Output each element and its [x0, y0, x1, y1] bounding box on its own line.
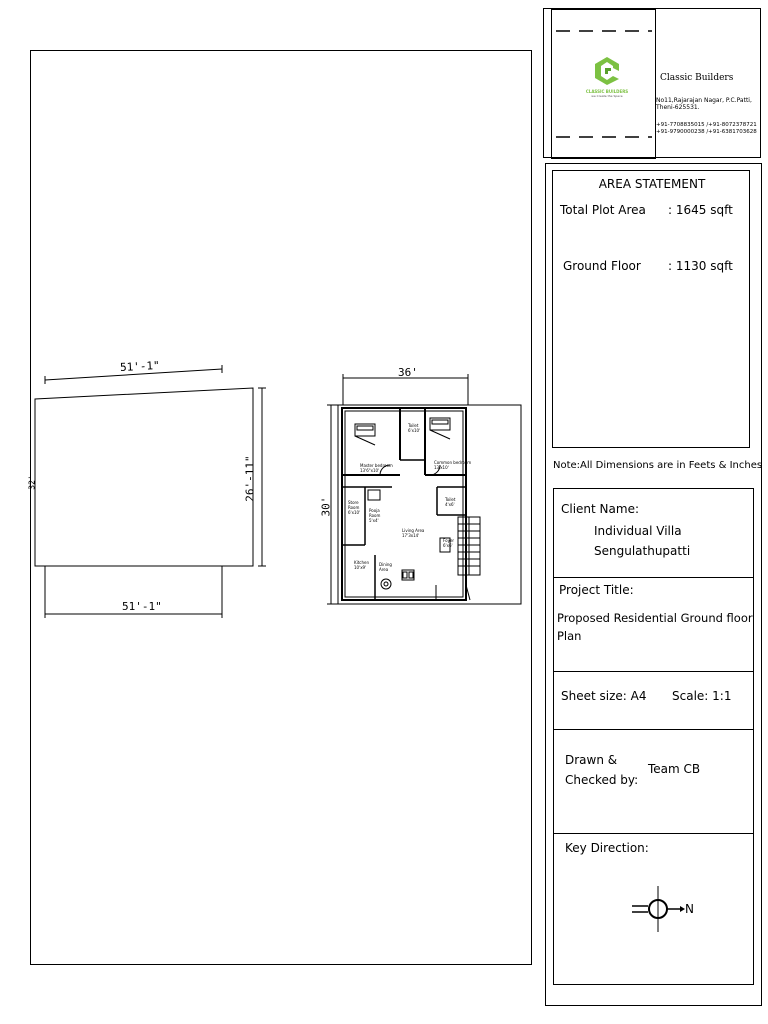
project-section: [554, 577, 753, 672]
north-arrow-icon: [554, 833, 753, 984]
logo: [582, 57, 632, 98]
logo-icon: [595, 57, 619, 85]
area-statement-title: AREA STATEMENT: [598, 177, 706, 191]
company-phones: [656, 122, 762, 136]
room-label: Master bedroom 13'6"x10': [360, 463, 393, 473]
site-top-dimension: 51'-1": [119, 358, 161, 375]
room-label: Common bedroom 13'x10': [434, 460, 472, 470]
site-bottom-dimension: 51'-1": [122, 600, 162, 613]
room-label: Store Room 6'x10': [348, 500, 361, 515]
area-value: : 1130 sqft: [668, 259, 733, 273]
area-label: Ground Floor: [563, 259, 641, 273]
area-label: Total Plot Area: [560, 203, 646, 217]
address-line: No11,Rajarajan Nagar, P.C.Patti,: [656, 97, 752, 104]
room-label: Pooja Room 5'x4': [369, 508, 381, 523]
north-label: N: [685, 902, 694, 916]
logo-tagline: we Create the Space: [591, 94, 623, 98]
company-address: [656, 97, 760, 111]
drawn-label: Drawn &: [565, 753, 618, 767]
client-line: Individual Villa: [594, 524, 682, 538]
sheet-section: [554, 671, 753, 730]
client-line: Sengulathupatti: [594, 544, 691, 558]
floor-width-dimension: 36': [398, 366, 418, 379]
drawn-value: Team CB: [648, 762, 701, 776]
room-label: Foyer 6'x6': [443, 538, 455, 548]
dimension-note: Note:All Dimensions are in Feets & Inches: [553, 460, 763, 471]
logo-dashes: [544, 9, 762, 159]
company-name: Classic Builders: [660, 73, 734, 83]
area-value: : 1645 sqft: [668, 203, 733, 217]
drawn-label: Checked by:: [565, 773, 639, 787]
sheet-size: Sheet size: A4: [561, 689, 647, 703]
drawn-section: [554, 729, 753, 834]
floor-depth-dimension: 30': [319, 496, 333, 517]
room-label: Kitchen 10'x9': [354, 560, 370, 570]
room-label: Dining Area: [379, 562, 392, 572]
project-label: Project Title:: [559, 583, 634, 597]
sheet-scale: Scale: 1:1: [672, 689, 732, 703]
client-section: [554, 489, 753, 578]
area-statement: [552, 170, 750, 448]
area-row: [563, 259, 733, 273]
address-line: Theni-625531.: [656, 104, 700, 111]
project-line: Proposed Residential Ground floor: [557, 611, 753, 625]
site-left-dimension: 32': [27, 475, 37, 490]
company-block: [543, 8, 761, 158]
key-direction-label: Key Direction:: [565, 841, 649, 855]
site-right-dimension: 26'-11": [243, 455, 257, 502]
room-label: Living Area 17'3x14': [402, 528, 425, 538]
room-label: Toilet 6'x10': [408, 423, 421, 433]
details-block: [553, 488, 754, 985]
key-direction-section: [554, 833, 753, 984]
phone-line: +91-9790000238 /+91-6381703628: [656, 129, 757, 135]
phone-line: +91-7708835015 /+91-8072378721: [656, 122, 757, 128]
room-label: Toilet 4'x6': [445, 497, 456, 507]
project-line: Plan: [557, 629, 582, 643]
logo-text: CLASSIC BUILDERS: [585, 89, 629, 94]
area-row: [560, 203, 733, 217]
client-label: Client Name:: [561, 502, 639, 516]
